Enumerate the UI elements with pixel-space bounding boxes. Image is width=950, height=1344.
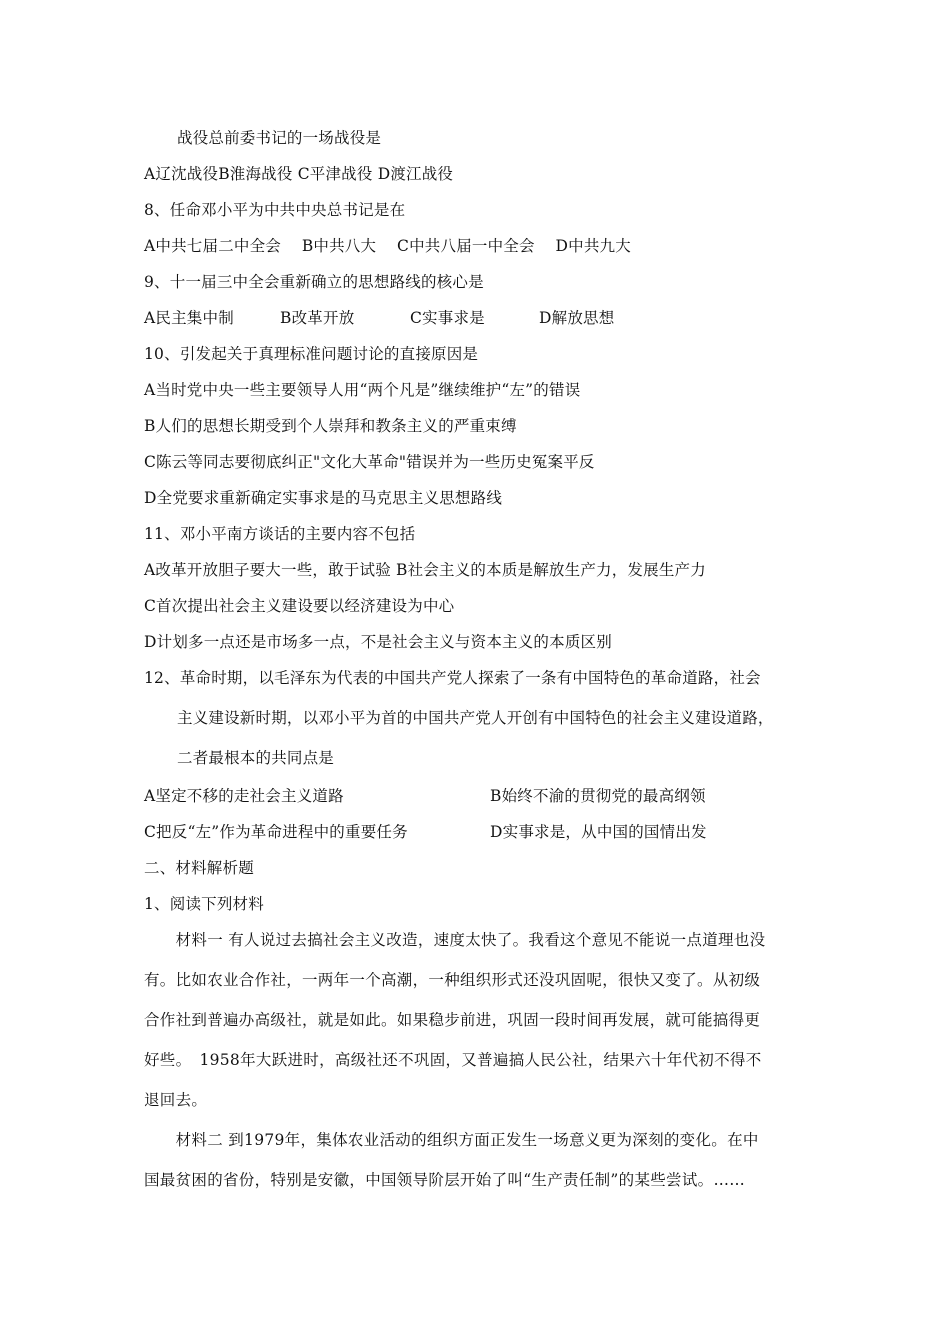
material-1-line-3: 合作社到普遍办高级社，就是如此。如果稳步前进，巩固一段时间再发展，就可能搞得更 bbox=[144, 1011, 761, 1029]
material-question-1-stem: 1、阅读下列材料 bbox=[144, 895, 264, 913]
question-11-option-c: C首次提出社会主义建设要以经济建设为中心 bbox=[144, 597, 455, 615]
question-12-stem-line-3: 二者最根本的共同点是 bbox=[177, 749, 335, 767]
question-7-options: A辽沈战役B淮海战役 C平津战役 D渡江战役 bbox=[144, 165, 454, 183]
question-11-options-ab: A改革开放胆子要大一些，敢于试验 B社会主义的本质是解放生产力，发展生产力 bbox=[144, 561, 706, 579]
question-11-stem: 11、邓小平南方谈话的主要内容不包括 bbox=[144, 525, 416, 543]
question-8-stem: 8、任命邓小平为中共中央总书记是在 bbox=[144, 201, 406, 219]
question-9-option-d: D解放思想 bbox=[539, 309, 615, 327]
question-12-option-c: C把反“左”作为革命进程中的重要任务 bbox=[144, 823, 408, 841]
question-12-option-a: A坚定不移的走社会主义道路 bbox=[144, 787, 344, 805]
question-7-stem-continuation: 战役总前委书记的一场战役是 bbox=[177, 129, 382, 147]
material-1-line-4: 好些。 1958年大跃进时，高级社还不巩固，又普遍搞人民公社，结果六十年代初不得不 bbox=[144, 1051, 762, 1069]
material-2-line-1: 材料二 到1979年，集体农业活动的组织方面正发生一场意义更为深刻的变化。在中 bbox=[144, 1131, 759, 1149]
material-1-line-2: 有。比如农业合作社，一两年一个高潮，一种组织形式还没巩固呢，很快又变了。从初级 bbox=[144, 971, 761, 989]
material-1-line-1: 材料一 有人说过去搞社会主义改造，速度太快了。我看这个意见不能说一点道理也没 bbox=[144, 931, 766, 949]
question-10-option-d: D全党要求重新确定实事求是的马克思主义思想路线 bbox=[144, 489, 503, 507]
material-2-line-2: 国最贫困的省份，特别是安徽，中国领导阶层开始了叫“生产责任制”的某些尝试。…… bbox=[144, 1171, 746, 1189]
question-12-option-d: D实事求是，从中国的国情出发 bbox=[490, 823, 707, 841]
question-12-option-b: B始终不渝的贯彻党的最高纲领 bbox=[490, 787, 706, 805]
question-11-option-d: D计划多一点还是市场多一点，不是社会主义与资本主义的本质区别 bbox=[144, 633, 612, 651]
question-8-options: A中共七届二中全会 B中共八大 C中共八届一中全会 D中共九大 bbox=[144, 237, 631, 255]
question-9-option-a: A民主集中制 bbox=[144, 309, 234, 327]
question-9-option-c: C实事求是 bbox=[410, 309, 485, 327]
section-2-heading: 二、材料解析题 bbox=[144, 859, 254, 877]
question-10-option-b: B人们的思想长期受到个人崇拜和教条主义的严重束缚 bbox=[144, 417, 517, 435]
question-10-option-a: A当时党中央一些主要领导人用“两个凡是”继续维护“左”的错误 bbox=[144, 381, 581, 399]
material-1-line-5: 退回去。 bbox=[144, 1091, 208, 1109]
question-10-stem: 10、引发起关于真理标准问题讨论的直接原因是 bbox=[144, 345, 479, 363]
question-10-option-c: C陈云等同志要彻底纠正"文化大革命"错误并为一些历史冤案平反 bbox=[144, 453, 595, 471]
question-9-stem: 9、十一届三中全会重新确立的思想路线的核心是 bbox=[144, 273, 484, 291]
question-12-stem-line-2: 主义建设新时期，以邓小平为首的中国共产党人开创有中国特色的社会主义建设道路， bbox=[177, 709, 774, 727]
question-9-option-b: B改革开放 bbox=[280, 309, 355, 327]
question-12-stem-line-1: 12、革命时期，以毛泽东为代表的中国共产党人探索了一条有中国特色的革命道路，社会 bbox=[144, 669, 761, 687]
